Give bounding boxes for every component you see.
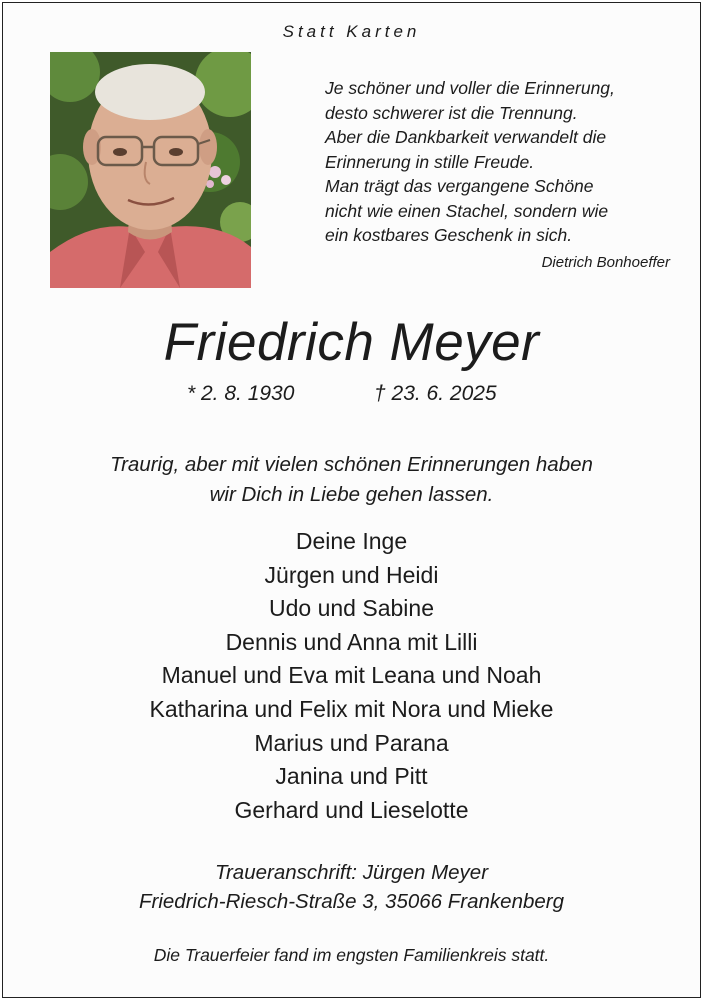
address-line: Traueranschrift: Jürgen Meyer: [214, 861, 489, 884]
poem-line: ein kostbares Geschenk in sich.: [325, 225, 573, 245]
family-member: Manuel und Eva mit Leana und Noah: [161, 662, 542, 689]
mourning-line: Traurig, aber mit vielen schönen Erinnerungen haben: [110, 453, 593, 476]
family-member: Marius und Parana: [254, 729, 449, 756]
family-member: Deine Inge: [295, 528, 408, 554]
poem-line: desto schwerer ist die Trennung.: [325, 102, 578, 123]
family-member: Janina und Pitt: [275, 763, 428, 790]
funeral-note: Die Trauerfeier fand im engsten Familienkreis statt.: [153, 945, 550, 965]
mourning-text: [0, 450, 703, 510]
portrait-photo: [50, 52, 251, 288]
family-member: Gerhard und Lieselotte: [234, 796, 469, 823]
header-statt-karten: Statt Karten: [282, 22, 421, 41]
poem-line: Aber die Dankbarkeit verwandelt die: [325, 127, 607, 147]
poem-author: Dietrich Bonhoeffer: [541, 254, 670, 271]
poem-line: nicht wie einen Stachel, sondern wie: [325, 200, 609, 221]
family-member: Dennis und Anna mit Lilli: [225, 628, 478, 655]
poem-line: Man trägt das vergangene Schöne: [325, 176, 594, 196]
family-member: Udo und Sabine: [269, 595, 434, 622]
poem-line: Je schöner und voller die Erinnerung,: [325, 78, 615, 98]
poem: [325, 76, 670, 248]
family-member: Jürgen und Heidi: [264, 561, 439, 588]
family-member: Katharina und Felix mit Nora und Mieke: [149, 695, 554, 722]
deceased-name: Friedrich Meyer: [163, 313, 540, 372]
death-date: † 23. 6. 2025: [374, 382, 497, 405]
mourning-line: wir Dich in Liebe gehen lassen.: [209, 483, 494, 506]
mourning-address: [0, 858, 703, 916]
birth-date: * 2. 8. 1930: [187, 382, 295, 405]
family-list: [0, 525, 703, 827]
address-line: Friedrich-Riesch-Straße 3, 35066 Frankenberg: [139, 890, 564, 913]
poem-line: Erinnerung in stille Freude.: [325, 151, 535, 172]
